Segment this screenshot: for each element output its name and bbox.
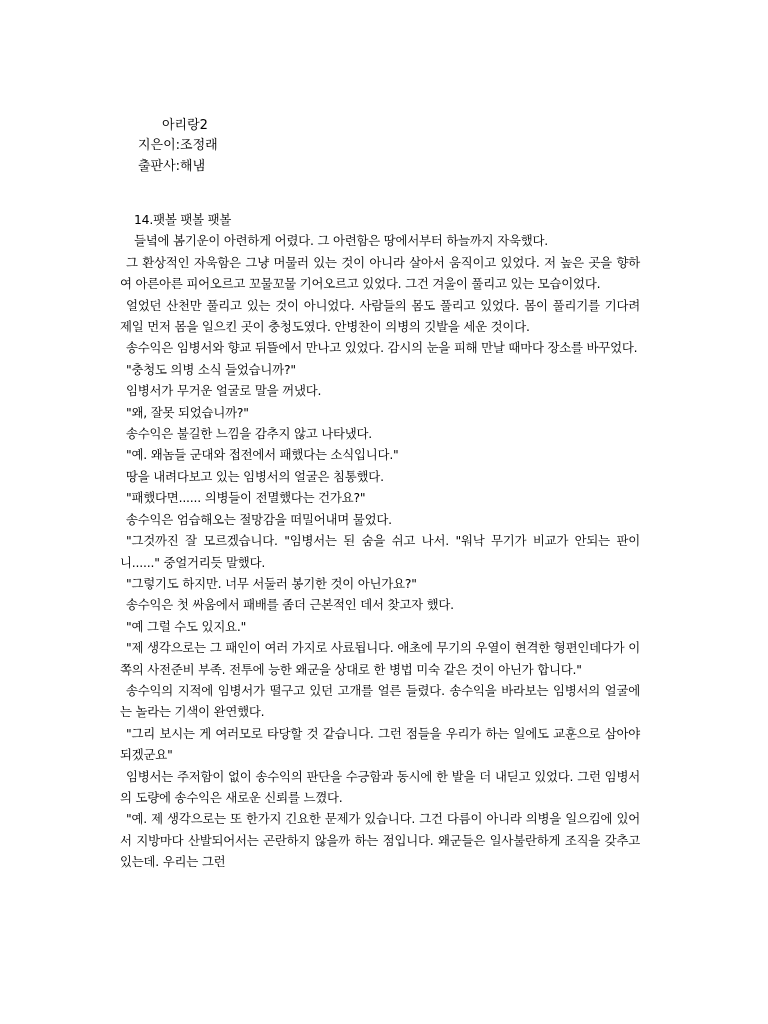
book-title: 아리랑2 [162, 118, 208, 133]
paragraph: 땅을 내려다보고 있는 임병서의 얼굴은 침통했다. [126, 468, 384, 484]
paragraph: "제 생각으로는 그 패인이 여러 가지로 사료됩니다. 애초에 무기의 우열이 현격한 형편인데다가 이쪽의 사전준비 부족. 전투에 능한 왜군을 상대로 한 병법 미숙 같은 것이 아닌가 합니다." [120, 640, 640, 677]
paragraph: "예. 제 생각으로는 또 한가지 긴요한 문제가 있습니다. 그건 다름이 아니라 의병을 일으킴에 있어서 지방마다 산발되어서는 곤란하지 않을까 하는 점입니다. 왜군들은 일사불란하게 조직을 갖추고 있는데. 우리는 그런 [120, 811, 640, 870]
paragraph: 임병서가 무거운 얼굴로 말을 꺼냈다. [126, 383, 322, 399]
paragraph: "왜, 잘못 되었습니까?" [126, 404, 249, 420]
paragraph: 송수익은 불길한 느낌을 감추지 않고 나타냈다. [126, 426, 373, 442]
paragraph: 송수익은 임병서와 향교 뒤뜰에서 만나고 있었다. 감시의 눈을 피해 만날 때마다 장소를 바꾸었다. [126, 340, 638, 356]
paragraph: "예. 왜놈들 군대와 접전에서 패했다는 소식입니다." [126, 447, 399, 463]
publisher-line: 출판사:해냄 [138, 159, 206, 174]
paragraph: "충청도 의병 소식 들었습니까?" [126, 361, 296, 377]
paragraph: 송수익은 첫 싸움에서 패배를 좀더 근본적인 데서 찾고자 했다. [126, 597, 454, 613]
paragraph: "패했다면...... 의병들이 전멸했다는 건가요?" [126, 490, 366, 506]
paragraph: 송수익의 지적에 임병서가 떨구고 있던 고개를 얼른 들렸다. 송수익을 바라보는 임병서의 얼굴에는 놀라는 기색이 완연했다. [120, 682, 640, 720]
author-line: 지은이:조정래 [138, 138, 218, 153]
paragraph: 임병서는 주저함이 없이 송수익의 판단을 수긍함과 동시에 한 발을 더 내딛고 있었다. 그런 임병서의 도량에 송수익은 새로운 신뢰를 느꼈다. [120, 768, 640, 805]
paragraph: "그것까진 잘 모르겠습니다. "임병서는 된 숨을 쉬고 나서. "워낙 무기가 비교가 안되는 판이니......" 중얼거리듯 말했다. [120, 533, 640, 570]
paragraph: "그리 보시는 게 여러모로 타당할 것 같습니다. 그런 점들을 우리가 하는 일에도 교훈으로 삼아야 되겠군요" [120, 725, 640, 763]
body-text [120, 209, 640, 873]
paragraph: "예 그럴 수도 있지요." [126, 618, 247, 634]
paragraph: "그렇기도 하지만. 너무 서둘러 봉기한 것이 아닌가요?" [126, 575, 417, 591]
paragraph: 들녘에 봄기운이 아련하게 어렸다. 그 아련함은 땅에서부터 하늘까지 자욱했다. [134, 233, 549, 249]
paragraph: 송수익은 엄습해오는 절망감을 떠밀어내며 물었다. [126, 511, 392, 527]
chapter-heading: 14.팻볼 팻볼 팻볼 [134, 212, 232, 227]
paragraph: 얼었던 산천만 풀리고 있는 것이 아니었다. 사람들의 몸도 풀리고 있었다. 몸이 풀리기를 기다려 제일 먼저 몸을 일으킨 곳이 충청도였다. 안병찬이 의병의 깃발을 세운 것이다. [120, 297, 640, 335]
paragraph: 그 환상적인 자욱함은 그냥 머물러 있는 것이 아니라 살아서 움직이고 있었다. 저 높은 곳을 향하여 아른아른 피어오르고 꼬물꼬물 기어오르고 있었다. 그건 겨울이 풀리고 있는 모습이었다. [120, 254, 640, 292]
